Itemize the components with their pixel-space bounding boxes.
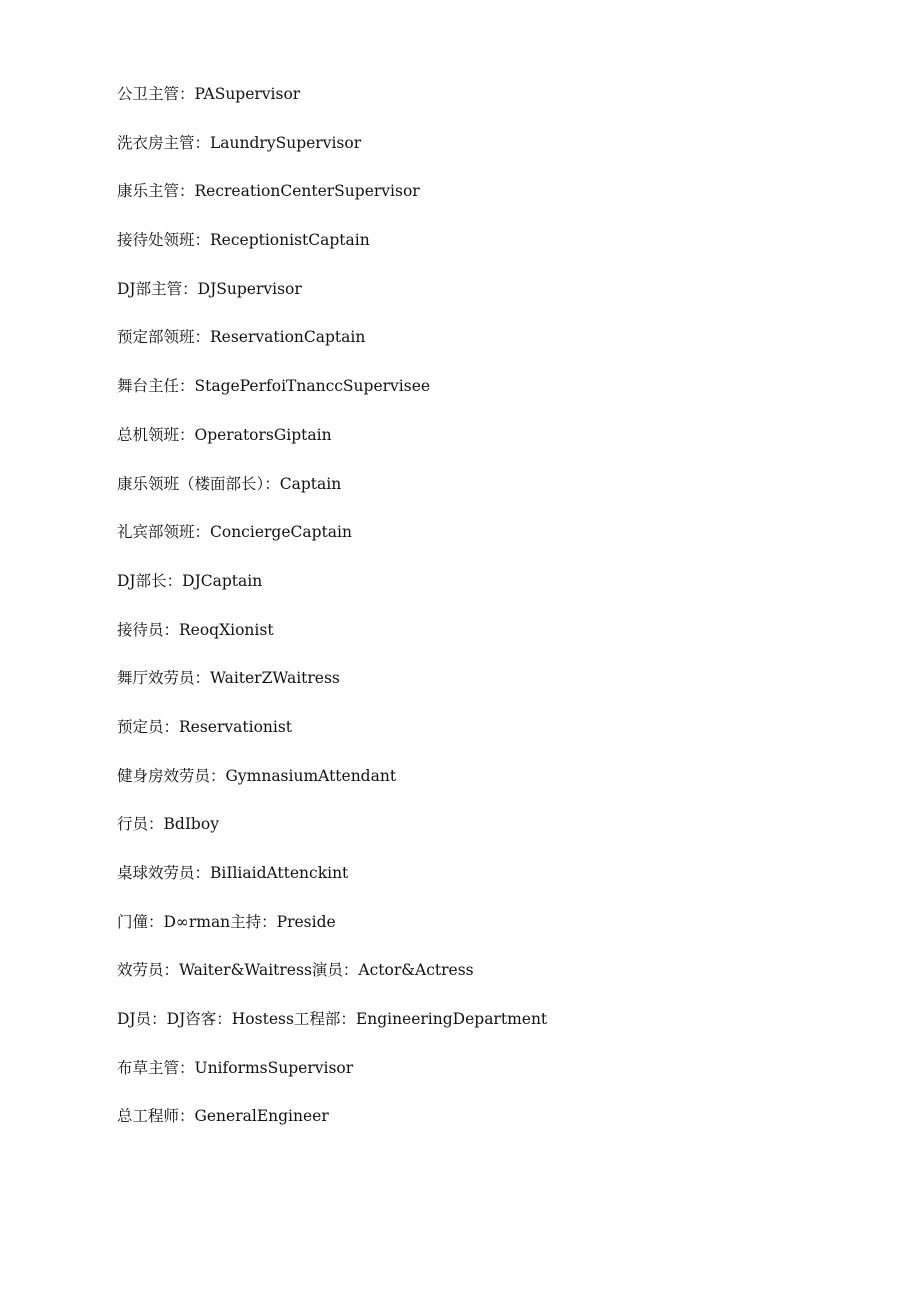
list-item: 健身房效劳员：GymnasiumAttendant — [117, 766, 397, 785]
list-item: 桌球效劳员：BiIliaidAttenckint — [117, 864, 349, 882]
list-item: 总工程师：GeneralEngineer — [117, 1107, 329, 1126]
job-title-list — [117, 81, 547, 1152]
list-item: 舞台主任：StagePerfoiTnanccSupervisee — [117, 377, 431, 396]
list-item: 预定部领班：ReservationCaptain — [117, 328, 366, 347]
list-item: 预定员：Reservationist — [117, 717, 293, 736]
list-item: DJ部长：DJCaptain — [117, 571, 263, 590]
list-item: 康乐领班（楼面部长）：Captain — [117, 474, 342, 493]
list-item: 舞厅效劳员：WaiterZWaitress — [117, 669, 340, 688]
list-item: 效劳员：Waiter&Waitress演员：Actor&Actress — [117, 961, 474, 980]
list-item: 洗衣房主管：LaundrySupervisor — [117, 133, 362, 152]
list-item: 康乐主管：RecreationCenterSupervisor — [117, 182, 420, 201]
list-item: 礼宾部领班：ConciergeCaptain — [117, 523, 352, 542]
list-item: 接待员：ReoqXionist — [117, 620, 274, 639]
list-item: 总机领班：OperatorsGiptain — [117, 425, 332, 444]
list-item: 行员：BdIboy — [117, 815, 219, 834]
list-item: DJ员：DJ咨客：Hostess工程部：EngineeringDepartment — [117, 1010, 548, 1029]
list-item: 接待处领班：ReceptionistCaptain — [117, 231, 370, 250]
list-item: DJ部主管：DJSupervisor — [117, 279, 302, 298]
list-item: 布草主管：UniformsSupervisor — [117, 1058, 354, 1077]
list-item: 公卫主管：PASupervisor — [117, 85, 301, 103]
list-item: 门僮：D∞rman主持：Preside — [117, 912, 336, 931]
